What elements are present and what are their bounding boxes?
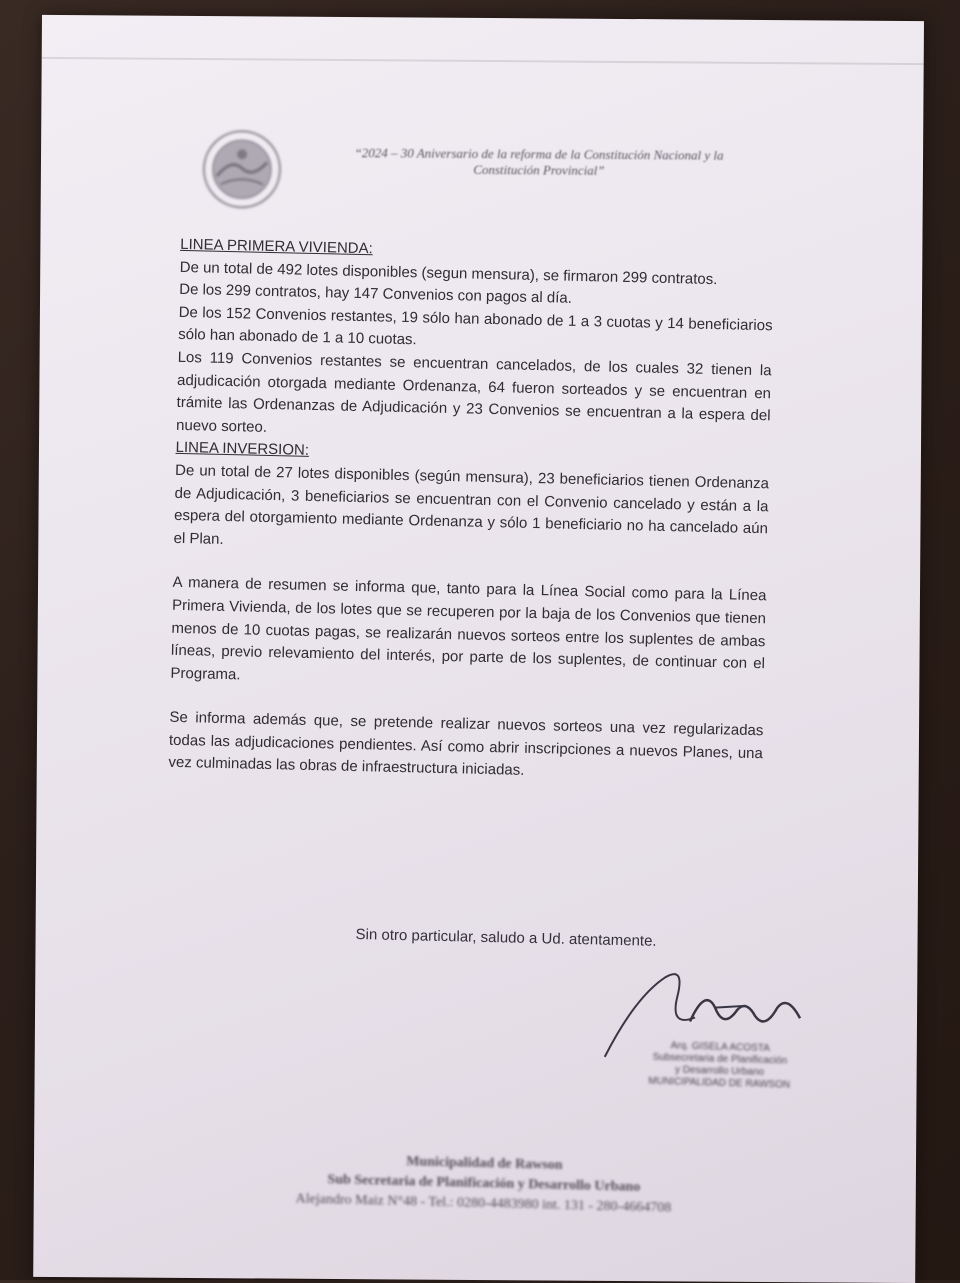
motto-line-1: “2024 – 30 Aniversario de la reforma de la Constitución Nacional y la bbox=[354, 145, 724, 163]
header-motto bbox=[309, 145, 769, 180]
paragraph-resumen: A manera de resumen se informa que, tanto para la Línea Social como para la Línea Primera Vivienda, de los lotes que se recuperen por la baja de los Convenios que tienen menos de 10 cuotas pagas, se realizarán nuevos sorteos entre los suplentes de ambas líneas, previo relevamiento del interés, por parte de los suplentes, de continuar con el Programa. bbox=[170, 574, 767, 684]
signature-stamp bbox=[614, 1039, 825, 1093]
paragraph-convenios-restantes: De los 152 Convenios restantes, 19 sólo han abonado de 1 a 3 cuotas y 14 beneficiarios sólo han abonado de 1 a 10 cuotas. bbox=[178, 303, 773, 349]
letterhead-footer bbox=[213, 1147, 754, 1220]
document-page bbox=[33, 15, 924, 1283]
stamp-line-1: Arq. GISELA ACOSTA bbox=[670, 1040, 770, 1055]
paragraph-inversion: De un total de 27 lotes disponibles (según mensura), 23 beneficiarios tienen Ordenanza de Adjudicación, 3 beneficiarios se encuentran con el Convenio cancelado y están a la espera del otorgamiento mediante Ordenanza y sólo 1 beneficiario no ha cancelado aún el Plan. bbox=[173, 461, 770, 548]
municipal-seal-icon bbox=[201, 128, 284, 211]
stamp-line-4: MUNICIPALIDAD DE RAWSON bbox=[648, 1075, 791, 1091]
footer-address: Alejandro Maiz N°48 - Tel.: 0280-4483980 int. 131 - 280-4664708 bbox=[295, 1191, 672, 1216]
stamp-line-3: y Desarrollo Urbano bbox=[674, 1064, 765, 1078]
heading-primera-vivienda: LINEA PRIMERA VIVIENDA: bbox=[180, 235, 373, 258]
closing-salutation: Sin otro particular, saludo a Ud. atentamente. bbox=[355, 925, 657, 950]
paper-fold bbox=[42, 57, 924, 65]
paragraph-lotes-disponibles: De un total de 492 lotes disponibles (segun mensura), se firmaron 299 contratos. bbox=[179, 258, 718, 288]
paragraph-adicional: Se informa además que, se pretende realizar nuevos sorteos una vez regularizadas todas las adjudicaciones pendientes. Así como abrir inscripciones a nuevos Planes, una vez culminadas las obras de infraestructura iniciadas. bbox=[168, 709, 764, 780]
letter-body bbox=[168, 234, 774, 788]
footer-line-1: Municipalidad de Rawson bbox=[406, 1154, 563, 1173]
paragraph-contratos: De los 299 contratos, hay 147 Convenios con pagos al día. bbox=[179, 281, 573, 307]
footer-line-2: Sub Secretaria de Planificación y Desarrollo Urbano bbox=[327, 1172, 641, 1195]
heading-inversion: LINEA INVERSION: bbox=[175, 439, 310, 460]
motto-line-2: Constitución Provincial” bbox=[473, 161, 605, 178]
paragraph-convenios-cancelados: Los 119 Convenios restantes se encuentran cancelados, de los cuales 32 tienen la adjudicación otorgada mediante Ordenanza, 64 fueron sorteados y se encuentran en trámite las Ordenanzas de Adjudicación y 23 Convenios se encuentran a la espera del nuevo sorteo. bbox=[175, 348, 772, 436]
stamp-line-2: Subsecretaria de Planificación bbox=[652, 1051, 788, 1067]
